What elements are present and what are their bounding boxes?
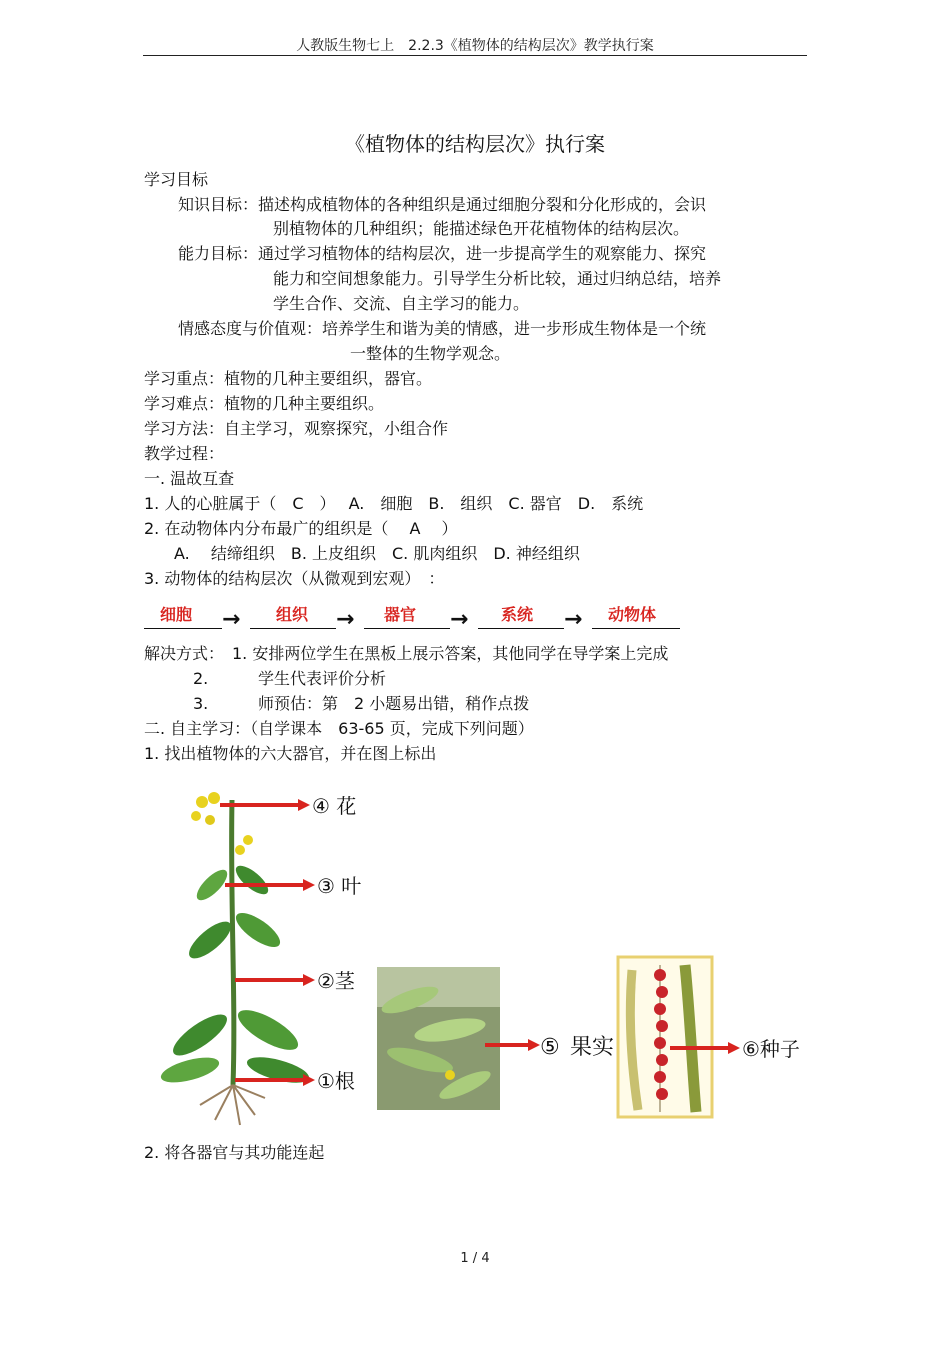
self-study-question-1: 1. 找出植物体的六大器官，并在图上标出 bbox=[144, 744, 437, 763]
solution-line-2-number: 2. bbox=[193, 669, 209, 688]
solution-line-2-text: 学生代表评价分析 bbox=[258, 669, 387, 688]
label-flower: ④ 花 bbox=[312, 794, 357, 818]
label-seed: ⑥种子 bbox=[742, 1037, 800, 1061]
document-title: 《植物体的结构层次》执行案 bbox=[345, 132, 605, 156]
emotion-objective-1: 情感态度与价值观：培养学生和谐为美的情感，进一步形成生物体是一个统 bbox=[178, 319, 707, 338]
learning-method: 学习方法：自主学习，观察探究，小组合作 bbox=[144, 419, 449, 438]
solution-line-3-number: 3. bbox=[193, 694, 209, 713]
level-organ: 器官 bbox=[384, 605, 417, 624]
learning-difficulty: 学习难点：植物的几种主要组织。 bbox=[144, 394, 385, 413]
page-number: 1 / 4 bbox=[460, 1251, 490, 1266]
solution-line-1: 解决方式： 1. 安排两位学生在黑板上展示答案，其他同学在导学案上完成 bbox=[144, 644, 669, 663]
review-question-2: 2. 在动物体内分布最广的组织是（ A ） bbox=[144, 519, 458, 538]
level-blank-1 bbox=[144, 628, 222, 629]
objectives-heading: 学习目标 bbox=[144, 170, 209, 189]
level-system: 系统 bbox=[501, 605, 534, 624]
arrow-icon: → bbox=[564, 607, 583, 632]
arrow-icon: → bbox=[450, 607, 469, 632]
level-animal: 动物体 bbox=[608, 605, 657, 624]
plant-organs-figure bbox=[140, 780, 820, 1130]
level-blank-2 bbox=[250, 628, 336, 629]
level-cell: 细胞 bbox=[160, 605, 193, 624]
emotion-objective-2: 一整体的生物学观念。 bbox=[350, 344, 511, 363]
review-question-1: 1. 人的心脏属于（ C ） A. 细胞 B. 组织 C. 器官 D. 系统 bbox=[144, 494, 644, 513]
ability-objective-3: 学生合作、交流、自主学习的能力。 bbox=[273, 294, 530, 313]
ability-objective-2: 能力和空间想象能力。引导学生分析比较，通过归纳总结，培养 bbox=[273, 269, 722, 288]
review-question-2-options: A. 结缔组织 B. 上皮组织 C. 肌肉组织 D. 神经组织 bbox=[174, 544, 580, 563]
plant-illustration bbox=[158, 792, 311, 1125]
review-question-3: 3. 动物体的结构层次（从微观到宏观） ： bbox=[144, 569, 445, 588]
self-study-question-2: 2. 将各器官与其功能连起 bbox=[144, 1143, 325, 1162]
knowledge-objective-2: 别植物体的几种组织；能描述绿色开花植物体的结构层次。 bbox=[273, 219, 690, 238]
ability-objective-1: 能力目标：通过学习植物体的结构层次，进一步提高学生的观察能力、探究 bbox=[178, 244, 707, 263]
self-study-heading: 二. 自主学习：（自学课本 63-65 页，完成下列问题） bbox=[144, 719, 534, 738]
seed-pod-illustration bbox=[618, 957, 712, 1117]
review-heading: 一. 温故互查 bbox=[144, 469, 235, 488]
level-tissue: 组织 bbox=[276, 605, 309, 624]
level-blank-4 bbox=[478, 628, 564, 629]
label-fruit: 果实 bbox=[570, 1035, 615, 1060]
label-leaf: ③ 叶 bbox=[317, 874, 362, 898]
fruit-photo bbox=[377, 967, 500, 1110]
label-root: ①根 bbox=[317, 1069, 355, 1093]
learning-focus: 学习重点：植物的几种主要组织，器官。 bbox=[144, 369, 433, 388]
level-blank-3 bbox=[364, 628, 450, 629]
label-stem: ②茎 bbox=[317, 969, 355, 993]
arrow-icon: → bbox=[222, 607, 241, 632]
arrow-icon: → bbox=[336, 607, 355, 632]
header-rule bbox=[143, 55, 807, 56]
teaching-process: 教学过程： bbox=[144, 444, 225, 463]
label-fruit-number: ⑤ bbox=[540, 1035, 560, 1060]
solution-line-3-text: 师预估：第 2 小题易出错，稍作点拨 bbox=[258, 694, 530, 713]
page-header: 人教版生物七上 2.2.3《植物体的结构层次》教学执行案 bbox=[296, 38, 654, 54]
level-blank-5 bbox=[592, 628, 680, 629]
knowledge-objective-1: 知识目标：描述构成植物体的各种组织是通过细胞分裂和分化形成的，会识 bbox=[178, 195, 707, 214]
